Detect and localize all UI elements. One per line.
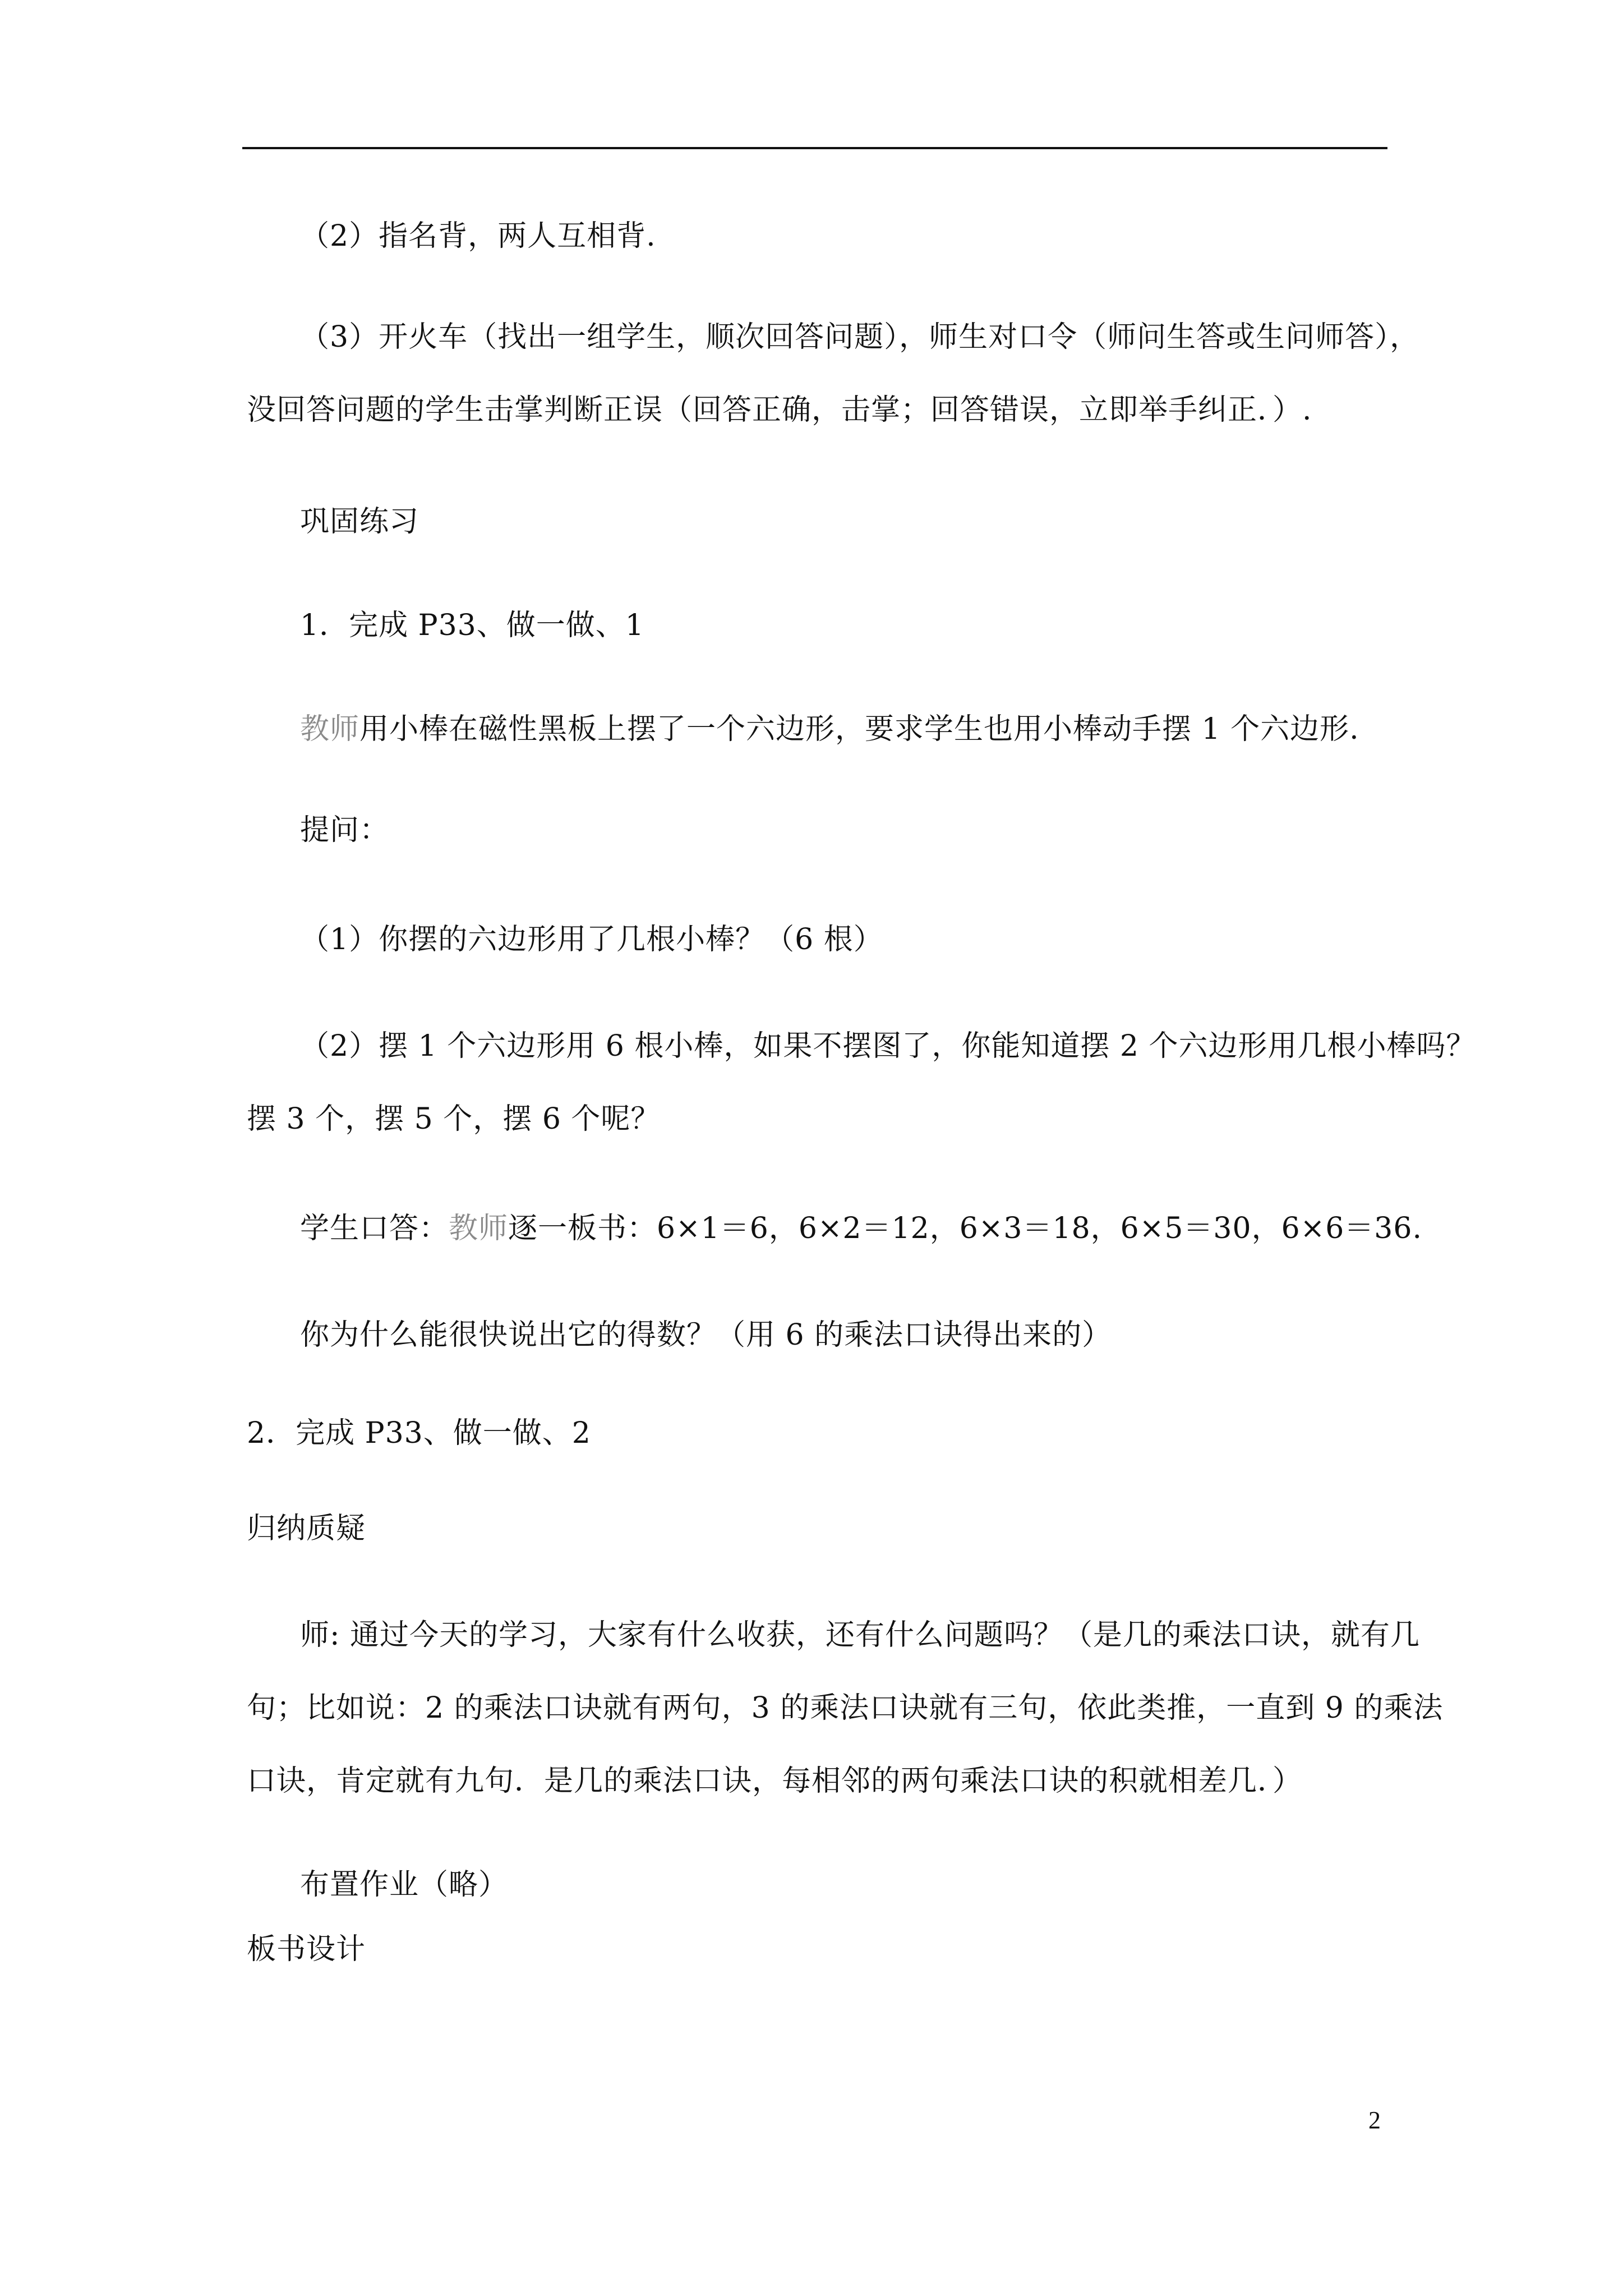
answers-prefix: 学生口答： [300, 1212, 449, 1245]
text-line-2: （3）开火车（找出一组学生，顺次回答问题），师生对口令（师问生答或生问师答）， [300, 320, 1420, 354]
section-heading-summary: 归纳质疑 [247, 1512, 366, 1545]
text-line-question: 提问： [300, 813, 390, 847]
section-heading-consolidation: 巩固练习 [300, 505, 419, 539]
text-line-1: （2）指名背，两人互相背. [300, 219, 656, 253]
text-line-hexagon [300, 710, 1359, 749]
text-line-answers [300, 1209, 1422, 1248]
text-line-q1: （1）你摆的六边形用了几根小棒？（6 根） [300, 923, 883, 956]
text-line-teacher-2: 句；比如说：2 的乘法口诀就有两句，3 的乘法口诀就有三句，依此类推，一直到 9 的乘法 [247, 1691, 1444, 1725]
text-line-exercise-2: 2．完成 P33、做一做、2 [247, 1416, 591, 1450]
text-line-teacher-3: 口诀，肯定就有九句．是几的乘法口诀，每相邻的两句乘法口诀的积就相差几．） [247, 1764, 1303, 1798]
text-line-why: 你为什么能很快说出它的得数？（用 6 的乘法口诀得出来的） [300, 1318, 1112, 1352]
teacher-label-2: 教师 [449, 1212, 509, 1245]
teacher-label: 教师 [300, 712, 360, 746]
answers-equations: 逐一板书：6×1＝6，6×2＝12，6×3＝18，6×5＝30，6×6＝36. [508, 1212, 1423, 1245]
text-line-3: 没回答问题的学生击掌判断正误（回答正确，击掌；回答错误，立即举手纠正．）. [247, 393, 1312, 427]
section-heading-board-design: 板书设计 [247, 1932, 366, 1966]
text-line-q2: （2）摆 1 个六边形用 6 根小棒，如果不摆图了，你能知道摆 2 个六边形用几根小棒吗？ [300, 1029, 1476, 1063]
section-heading-homework: 布置作业（略） [300, 1868, 509, 1902]
hexagon-text: 用小棒在磁性黑板上摆了一个六边形，要求学生也用小棒动手摆 1 个六边形. [359, 712, 1359, 746]
page-number: 2 [1368, 2106, 1381, 2134]
text-line-exercise-1: 1．完成 P33、做一做、1 [300, 609, 644, 642]
text-line-q2-cont: 摆 3 个，摆 5 个，摆 6 个呢？ [247, 1102, 661, 1136]
header-rule [242, 147, 1387, 149]
text-line-teacher-1: 师: 通过今天的学习，大家有什么收获，还有什么问题吗？（是几的乘法口诀，就有几 [300, 1618, 1421, 1652]
